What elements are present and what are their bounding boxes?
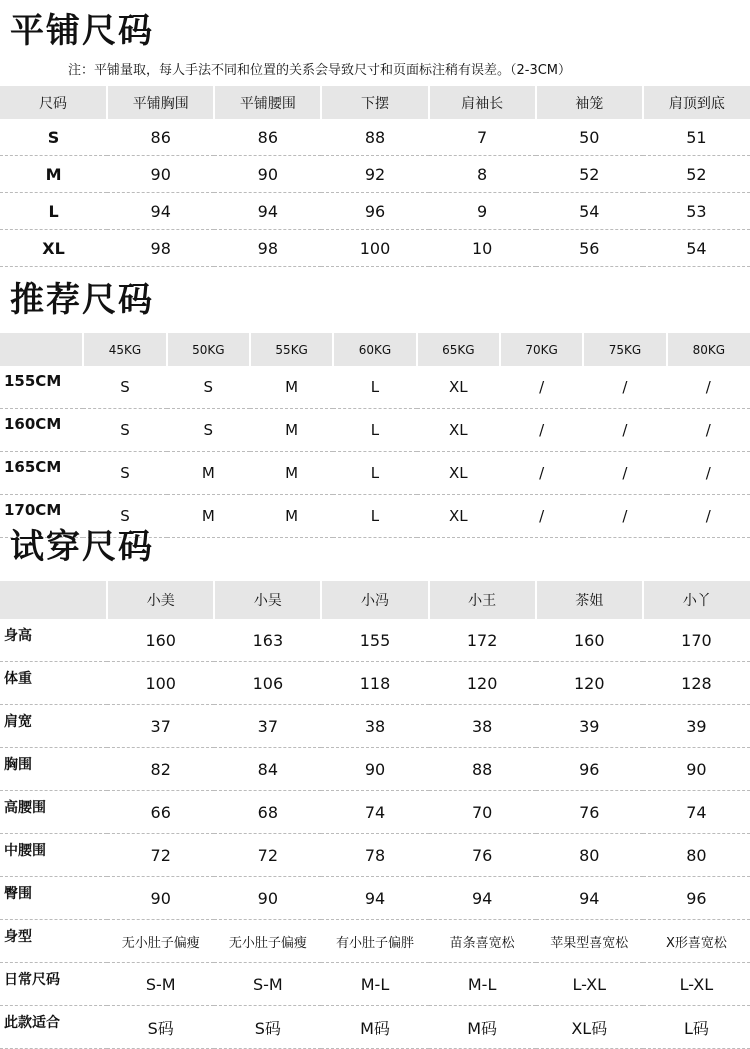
table-cell: L-XL (643, 963, 750, 1006)
table-cell: 39 (536, 705, 643, 748)
table-cell: 52 (536, 156, 643, 193)
table-cell: 86 (107, 119, 214, 156)
table-cell: 98 (214, 230, 321, 267)
table-cell: L (333, 409, 416, 452)
header-cell: 50KG (167, 333, 250, 366)
table-cell: 80 (536, 834, 643, 877)
table-cell: 38 (429, 705, 536, 748)
table-cell: M码 (321, 1006, 428, 1049)
table-cell: 90 (643, 748, 750, 791)
table-cell: 82 (107, 748, 214, 791)
table-cell: / (583, 452, 666, 495)
table-row (0, 193, 750, 230)
table-cell: 38 (321, 705, 428, 748)
table-cell: / (583, 495, 666, 538)
table-cell: 76 (429, 834, 536, 877)
table-cell: XL (417, 366, 500, 409)
table-cell: 160 (536, 619, 643, 662)
table-cell: 172 (429, 619, 536, 662)
table-cell: 80 (643, 834, 750, 877)
row-label: 日常尺码 (0, 963, 107, 1006)
table-cell: S码 (214, 1006, 321, 1049)
table-cell: M (250, 409, 333, 452)
table-cell: XL (417, 409, 500, 452)
table-cell: 苹果型喜宽松 (536, 920, 643, 963)
table-cell: 90 (107, 877, 214, 920)
table-cell: 90 (107, 156, 214, 193)
try-on-size-title: 试穿尺码 (10, 527, 154, 567)
header-cell: 45KG (83, 333, 166, 366)
table-cell: 100 (321, 230, 428, 267)
header-cell: 肩顶到底 (643, 86, 750, 119)
table-cell: S (83, 366, 166, 409)
table-cell: S (83, 409, 166, 452)
table-cell: / (500, 409, 583, 452)
table-row (0, 366, 750, 409)
header-cell: 小丫 (643, 581, 750, 619)
size-cell: S (0, 119, 107, 156)
table-cell: 50 (536, 119, 643, 156)
table-row (0, 748, 750, 791)
header-cell: 小冯 (321, 581, 428, 619)
measurement-note: 注：平铺量取，每人手法不同和位置的关系会导致尺寸和页面标注稍有误差。（2-3CM） (68, 63, 572, 78)
table-row (0, 230, 750, 267)
table-cell: XL (417, 452, 500, 495)
header-cell: 小吴 (214, 581, 321, 619)
table-cell: / (667, 495, 750, 538)
flat-size-title: 平铺尺码 (10, 11, 154, 51)
table-cell: M (250, 452, 333, 495)
table-cell: 88 (429, 748, 536, 791)
table-cell: M (250, 366, 333, 409)
table-cell: 52 (643, 156, 750, 193)
table-cell: 39 (643, 705, 750, 748)
table-cell: 无小肚子偏瘦 (214, 920, 321, 963)
table-cell: / (500, 452, 583, 495)
table-cell: S (83, 452, 166, 495)
table-cell: 160 (107, 619, 214, 662)
table-row (0, 452, 750, 495)
recommended-size-table (0, 333, 750, 538)
row-label: 肩宽 (0, 705, 107, 748)
table-cell: 92 (321, 156, 428, 193)
table-cell: 无小肚子偏瘦 (107, 920, 214, 963)
table-row (0, 963, 750, 1006)
table-cell: 54 (643, 230, 750, 267)
table-cell: / (500, 495, 583, 538)
table-header (0, 86, 750, 119)
table-cell: 74 (643, 791, 750, 834)
table-cell: 128 (643, 662, 750, 705)
table-cell: 96 (643, 877, 750, 920)
table-cell: 90 (214, 877, 321, 920)
height-cell: 155CM (0, 366, 83, 409)
table-cell: 72 (107, 834, 214, 877)
table-header (0, 581, 750, 619)
table-cell: 7 (429, 119, 536, 156)
header-cell: 平铺胸围 (107, 86, 214, 119)
header-cell: 65KG (417, 333, 500, 366)
table-cell: 51 (643, 119, 750, 156)
table-cell: M-L (321, 963, 428, 1006)
row-label: 身型 (0, 920, 107, 963)
height-cell: 170CM (0, 495, 83, 538)
table-cell: 53 (643, 193, 750, 230)
table-cell: S (167, 366, 250, 409)
header-cell: 75KG (583, 333, 666, 366)
table-cell: 68 (214, 791, 321, 834)
header-cell (0, 581, 107, 619)
table-cell: M (167, 495, 250, 538)
table-row (0, 705, 750, 748)
header-cell: 小美 (107, 581, 214, 619)
table-cell: 66 (107, 791, 214, 834)
table-cell: S (83, 495, 166, 538)
table-cell: 8 (429, 156, 536, 193)
table-cell: 苗条喜宽松 (429, 920, 536, 963)
table-cell: X形喜宽松 (643, 920, 750, 963)
table-cell: 54 (536, 193, 643, 230)
table-cell: 155 (321, 619, 428, 662)
table-cell: 94 (107, 193, 214, 230)
table-cell: L (333, 452, 416, 495)
table-row (0, 791, 750, 834)
try-on-size-table (0, 581, 750, 1049)
table-cell: 94 (536, 877, 643, 920)
table-row (0, 877, 750, 920)
table-cell: 120 (536, 662, 643, 705)
table-cell: L-XL (536, 963, 643, 1006)
table-cell: / (667, 366, 750, 409)
table-cell: 94 (214, 193, 321, 230)
table-cell: 120 (429, 662, 536, 705)
row-label: 中腰围 (0, 834, 107, 877)
table-row (0, 920, 750, 963)
header-cell: 尺码 (0, 86, 107, 119)
header-cell: 茶姐 (536, 581, 643, 619)
table-cell: 有小肚子偏胖 (321, 920, 428, 963)
table-cell: 37 (214, 705, 321, 748)
height-cell: 160CM (0, 409, 83, 452)
table-cell: / (667, 409, 750, 452)
table-row (0, 409, 750, 452)
table-cell: 10 (429, 230, 536, 267)
table-row (0, 119, 750, 156)
table-cell: 78 (321, 834, 428, 877)
table-cell: 170 (643, 619, 750, 662)
row-label: 胸围 (0, 748, 107, 791)
header-cell: 55KG (250, 333, 333, 366)
row-label: 此款适合 (0, 1006, 107, 1049)
table-cell: 100 (107, 662, 214, 705)
table-cell: 94 (429, 877, 536, 920)
table-cell: 37 (107, 705, 214, 748)
table-row (0, 619, 750, 662)
row-label: 高腰围 (0, 791, 107, 834)
header-cell: 肩袖长 (429, 86, 536, 119)
size-cell: XL (0, 230, 107, 267)
table-cell: S (167, 409, 250, 452)
row-label: 体重 (0, 662, 107, 705)
table-cell: 88 (321, 119, 428, 156)
table-cell: 9 (429, 193, 536, 230)
recommended-size-title: 推荐尺码 (10, 280, 154, 320)
table-cell: 98 (107, 230, 214, 267)
table-cell: / (667, 452, 750, 495)
header-cell: 小王 (429, 581, 536, 619)
header-cell: 60KG (333, 333, 416, 366)
table-cell: 74 (321, 791, 428, 834)
table-row (0, 834, 750, 877)
header-cell: 下摆 (321, 86, 428, 119)
table-cell: 76 (536, 791, 643, 834)
table-cell: M码 (429, 1006, 536, 1049)
table-cell: M (167, 452, 250, 495)
header-cell: 80KG (667, 333, 750, 366)
row-label: 臀围 (0, 877, 107, 920)
height-cell: 165CM (0, 452, 83, 495)
table-header (0, 333, 750, 366)
table-cell: 86 (214, 119, 321, 156)
row-label: 身高 (0, 619, 107, 662)
table-cell: 163 (214, 619, 321, 662)
table-row (0, 156, 750, 193)
table-cell: S-M (214, 963, 321, 1006)
table-cell: S码 (107, 1006, 214, 1049)
table-cell: 106 (214, 662, 321, 705)
table-cell: / (583, 366, 666, 409)
table-cell: XL码 (536, 1006, 643, 1049)
flat-size-table (0, 86, 750, 267)
header-cell: 袖笼 (536, 86, 643, 119)
table-cell: 118 (321, 662, 428, 705)
table-cell: 70 (429, 791, 536, 834)
table-cell: S-M (107, 963, 214, 1006)
table-cell: 94 (321, 877, 428, 920)
table-cell: 56 (536, 230, 643, 267)
size-cell: M (0, 156, 107, 193)
table-row (0, 662, 750, 705)
table-cell: M (250, 495, 333, 538)
table-cell: L码 (643, 1006, 750, 1049)
table-cell: / (583, 409, 666, 452)
table-cell: L (333, 495, 416, 538)
table-cell: L (333, 366, 416, 409)
table-cell: 72 (214, 834, 321, 877)
table-cell: / (500, 366, 583, 409)
size-cell: L (0, 193, 107, 230)
header-cell: 70KG (500, 333, 583, 366)
table-cell: 84 (214, 748, 321, 791)
header-cell (0, 333, 83, 366)
table-cell: XL (417, 495, 500, 538)
table-cell: 90 (321, 748, 428, 791)
header-cell: 平铺腰围 (214, 86, 321, 119)
table-cell: 90 (214, 156, 321, 193)
table-cell: M-L (429, 963, 536, 1006)
table-cell: 96 (536, 748, 643, 791)
table-row (0, 1006, 750, 1049)
table-cell: 96 (321, 193, 428, 230)
